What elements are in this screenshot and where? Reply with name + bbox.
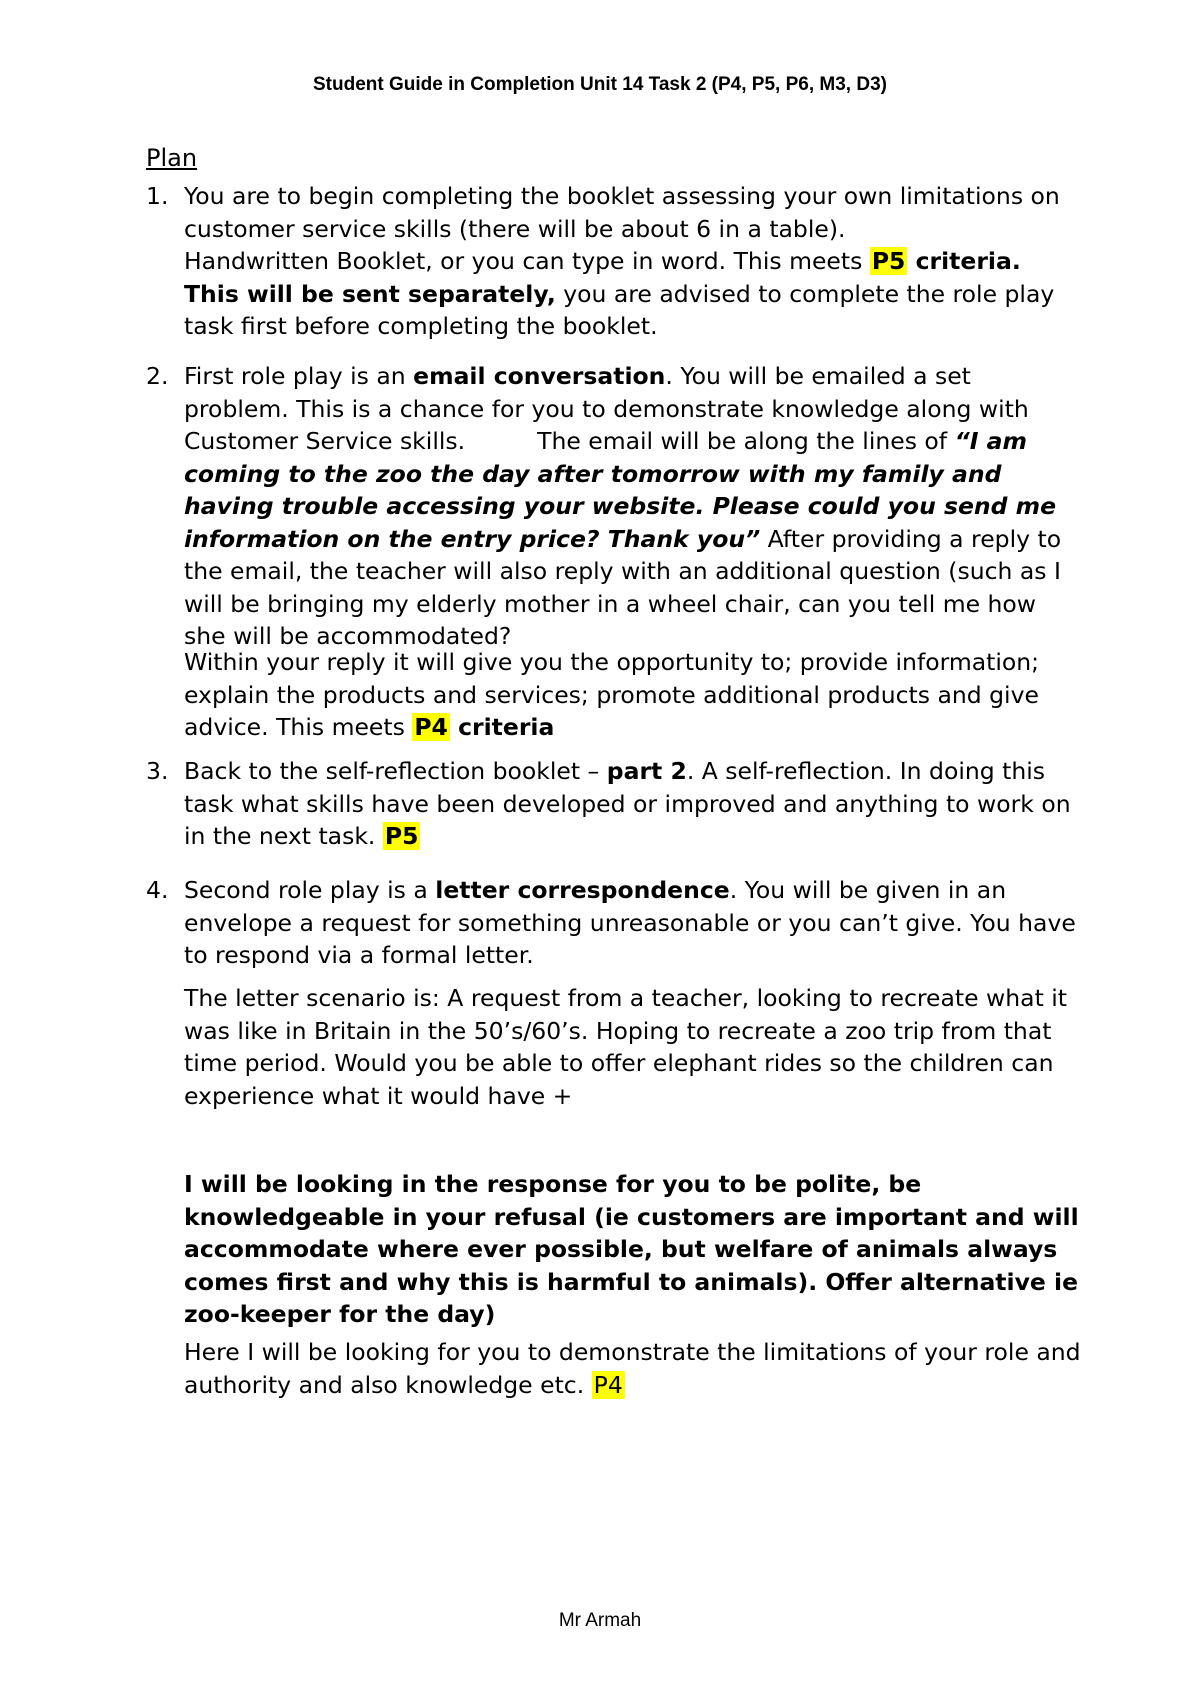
criteria-tag-p5: P5	[871, 247, 906, 275]
criteria-tag-p4: P4	[593, 1370, 623, 1399]
criteria-tag-p4: P4	[414, 713, 448, 741]
item-1-line-1: You are to begin completing the booklet assessing your own limitations on customer service skills (there will be about 6 in a table).	[184, 182, 1060, 243]
email-quote: “I am coming to the zoo the day after tomorrow with my family and having trouble accessing your website. Please could you send me information on the entry price? Thank you”	[184, 427, 1057, 553]
response-expectations: I will be looking in the response for you to be polite, be knowledgeable in your refusal (ie customers are important and will accommodate where ever possible, but welfare of animals always comes first and why this is harmful to animals). Offer alternative ie zoo-keeper for the day)	[184, 1170, 1079, 1328]
letter-scenario: The letter scenario is: A request from a teacher, looking to recreate what it was like in Britain in the 50’s/60’s. Hoping to recreate a zoo trip from that time period. Would you be able to offer elephant rides so the children can experience what it would have +	[184, 984, 1067, 1110]
letter-correspondence-label: letter correspondence	[435, 876, 730, 904]
list-number: 1.	[146, 182, 169, 210]
limitations-note: Here I will be looking for you to demonstrate the limitations of your role and authority and also knowledge etc. P4	[184, 1338, 1081, 1399]
list-number: 4.	[146, 876, 169, 904]
item-2-paragraph-2: Within your reply it will give you the opportunity to; provide information; explain the products and services; promote additional products and give advice. This meets P4 criteria	[184, 648, 1040, 741]
item-1-line-3: This will be sent separately, you are advised to complete the role play task first before completing the booklet.	[184, 279, 1055, 340]
part-2-label: part 2	[606, 757, 687, 785]
email-conversation-label: email conversation	[413, 362, 666, 390]
item-1-line-2: Handwritten Booklet, or you can type in word. This meets P5 criteria.	[184, 247, 1021, 275]
page-footer: Mr Armah	[558, 1610, 642, 1631]
list-item-3: 3. Back to the self-reflection booklet – part 2. A self-reflection. In doing this task what skills have been developed or improved and anything to work on in the next task. P5	[146, 757, 1071, 850]
criteria-tag-p5: P5	[384, 822, 419, 850]
list-item-2	[146, 360, 1076, 653]
list-item-4: 4. Second role play is a letter correspondence. You will be given in an envelope a request for something unreasonable or you can’t give. You have to respond via a formal letter.	[146, 876, 1076, 969]
list-item-1	[146, 180, 1076, 343]
item-2-paragraph-1: First role play is an email conversation. You will be emailed a set problem. This is a chance for you to demonstrate knowledge along with Customer Service skills. The email will be along the lines of “I am coming to the zoo the day after tomorrow with my family and having trouble accessing your website. Please could you send me information on the entry price? Thank you” After providing a reply to the email, the teacher will also reply with an additional question (such as I will be bringing my elderly mother in a wheel chair, can you tell me how she will be accommodated?	[184, 362, 1062, 650]
page-header: Student Guide in Completion Unit 14 Task 2 (P4, P5, P6, M3, D3)	[313, 74, 887, 95]
list-number: 2.	[146, 362, 169, 390]
list-number: 3.	[146, 757, 169, 785]
plan-heading: Plan	[146, 144, 198, 172]
